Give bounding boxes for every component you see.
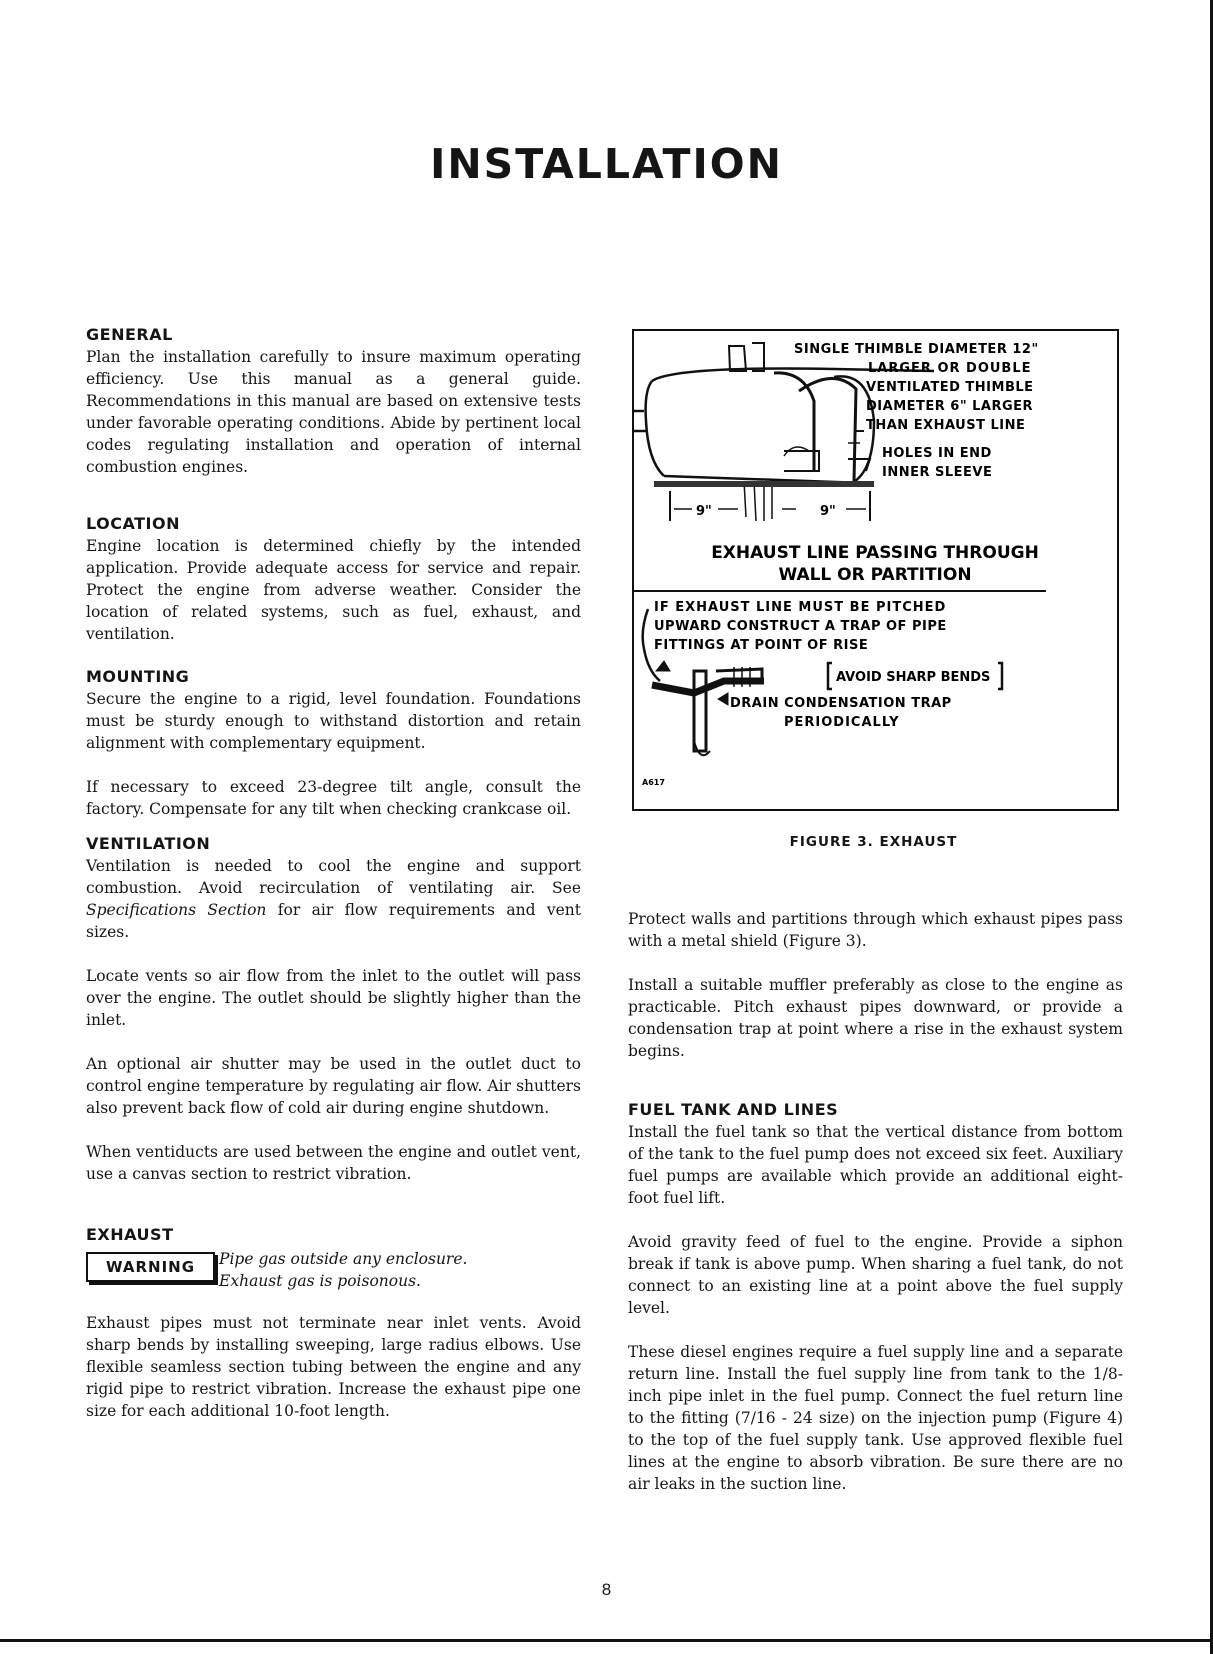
- pitch-label-2: UPWARD CONSTRUCT A TRAP OF PIPE: [654, 619, 947, 634]
- dim-left-label: 9": [696, 504, 712, 519]
- warning-label: WARNING: [86, 1252, 215, 1282]
- page-number: 8: [601, 1580, 612, 1599]
- muffler-paragraph: Install a suitable muffler preferably as close to the engine as practicable. Pitch exhaust pipes downward, or provide a condensation trap at point where a rise in the exhaust system begins.: [628, 976, 1123, 1060]
- general-paragraph: Plan the installation carefully to insure maximum operating efficiency. Use this manual as a general guide. Recommendations in this manual are based on extensive tests under favorable operating conditions. Abide by pertinent local codes regulating installation and operation of internal combustion engines.: [86, 348, 581, 476]
- section-exhaust: [86, 1225, 581, 1422]
- page-title: INSTALLATION: [430, 140, 783, 188]
- protect-paragraph: Protect walls and partitions through which exhaust pipes pass with a metal shield (Figure 3).: [628, 910, 1123, 950]
- figure-exhaust: [632, 329, 1119, 811]
- warning-text: [219, 1248, 467, 1292]
- heading-fuel-tank: FUEL TANK AND LINES: [628, 1100, 839, 1119]
- mounting-paragraph-2: If necessary to exceed 23-degree tilt angle, consult the factory. Compensate for any tilt when checking crankcase oil.: [86, 778, 581, 818]
- figure-code: A617: [642, 778, 665, 787]
- drain-label-1: DRAIN CONDENSATION TRAP: [730, 696, 952, 711]
- specifications-reference: Specifications Section: [86, 901, 267, 919]
- exhaust-diagram: [634, 331, 1117, 809]
- pitch-label-1: IF EXHAUST LINE MUST BE PITCHED: [654, 600, 947, 615]
- holes-label-1: HOLES IN END: [882, 446, 992, 461]
- mounting-paragraph-1: Secure the engine to a rigid, level foundation. Foundations must be sturdy enough to withstand distortion and retain alignment with complementary equipment.: [86, 690, 581, 752]
- fuel-paragraph-3: These diesel engines require a fuel supply line and a separate return line. Install the fuel supply line from tank to the 1/8-inch pipe inlet in the fuel pump. Connect the fuel return line to the fitting (7/16 - 24 size) on the injection pump (Figure 4) to the top of the fuel supply tank. Use approved flexible fuel lines at the engine to absorb vibration. Be sure there are no air leaks in the suction line.: [628, 1343, 1123, 1493]
- heading-general: GENERAL: [86, 325, 173, 344]
- warning-line-1: Pipe gas outside any enclosure.: [219, 1250, 468, 1268]
- heading-mounting: MOUNTING: [86, 667, 190, 686]
- drain-label-2: PERIODICALLY: [784, 715, 900, 730]
- right-column: [628, 908, 1123, 1495]
- thimble-label-5: THAN EXHAUST LINE: [866, 418, 1026, 433]
- thimble-label-1: SINGLE THIMBLE DIAMETER 12": [794, 342, 1039, 357]
- ventilation-text-a: Ventilation is needed to cool the engine and support combustion. Avoid recirculation of ventilating air. See: [86, 857, 581, 897]
- section-general: [86, 325, 581, 478]
- page-edge-bottom: [0, 1639, 1213, 1642]
- section-location: [86, 514, 581, 645]
- section-mounting: [86, 667, 581, 820]
- wall-title-line-1: EXHAUST LINE PASSING THROUGH: [711, 543, 1039, 563]
- ventilation-paragraph-2: Locate vents so air flow from the inlet to the outlet will pass over the engine. The outlet should be slightly higher than the inlet.: [86, 967, 581, 1029]
- pitch-label-3: FITTINGS AT POINT OF RISE: [654, 638, 869, 653]
- dim-right-label: 9": [820, 504, 836, 519]
- heading-ventilation: VENTILATION: [86, 834, 211, 853]
- fuel-paragraph-1: Install the fuel tank so that the vertical distance from bottom of the tank to the fuel pump does not exceed six feet. Auxiliary fuel pumps are available which provide an additional eight-foot fuel lift.: [628, 1123, 1123, 1207]
- ventilation-text-b: for air flow requirements and vent sizes.: [86, 901, 582, 941]
- ventilation-paragraph-4: When ventiducts are used between the engine and outlet vent, use a canvas section to restrict vibration.: [86, 1143, 581, 1183]
- warning-block: [86, 1248, 581, 1292]
- fuel-paragraph-2: Avoid gravity feed of fuel to the engine. Provide a siphon break if tank is above pump. When sharing a fuel tank, do not connect to an existing line at a point above the fuel supply level.: [628, 1233, 1123, 1317]
- avoid-bends-label: AVOID SHARP BENDS: [836, 670, 991, 685]
- figure-caption: FIGURE 3. EXHAUST: [789, 834, 958, 850]
- thimble-label-3: VENTILATED THIMBLE: [866, 380, 1034, 395]
- location-paragraph: Engine location is determined chiefly by the intended application. Provide adequate access for service and repair. Protect the engine from adverse weather. Consider the location of related systems, such as fuel, exhaust, and ventilation.: [86, 537, 581, 643]
- exhaust-paragraph: Exhaust pipes must not terminate near inlet vents. Avoid sharp bends by installing sweeping, large radius elbows. Use flexible seamless section tubing between the engine and any rigid pipe to restrict vibration. Increase the exhaust pipe one size for each additional 10-foot length.: [86, 1314, 581, 1420]
- thimble-label-4: DIAMETER 6" LARGER: [866, 399, 1034, 414]
- heading-exhaust: EXHAUST: [86, 1225, 174, 1244]
- heading-location: LOCATION: [86, 514, 180, 533]
- warning-line-2: Exhaust gas is poisonous.: [219, 1272, 421, 1290]
- wall-title-line-2: WALL OR PARTITION: [778, 565, 972, 585]
- section-fuel-tank: [628, 1100, 1123, 1495]
- thimble-label-2: LARGER OR DOUBLE: [868, 361, 1032, 376]
- section-ventilation: [86, 834, 581, 1185]
- ventilation-paragraph-1: [86, 855, 581, 943]
- left-column: [86, 325, 581, 1422]
- holes-label-2: INNER SLEEVE: [882, 465, 993, 480]
- ventilation-paragraph-3: An optional air shutter may be used in the outlet duct to control engine temperature by regulating air flow. Air shutters also prevent back flow of cold air during engine shutdown.: [86, 1055, 581, 1117]
